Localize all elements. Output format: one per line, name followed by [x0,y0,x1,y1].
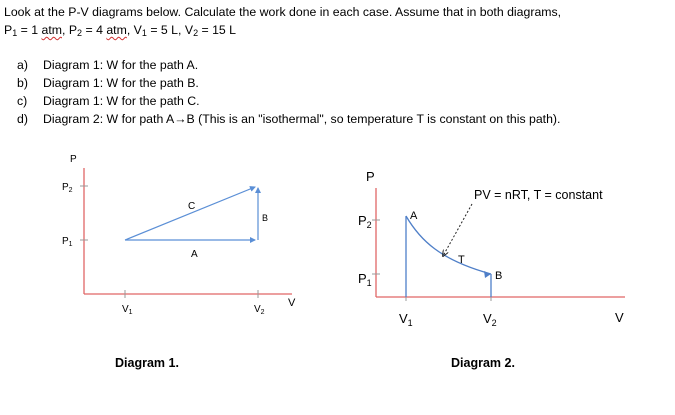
d2-isotherm-curve [406,216,491,274]
diagram-1 [62,154,296,316]
question-marker: a) [17,58,28,72]
intro-text: Look at the P-V diagrams below. Calculate the work done in each case. Assume that in both diagrams, [4,5,562,19]
p1-symbol: P [4,23,13,37]
d2-label-t: T [458,254,465,266]
p2-value: = 4 [82,23,107,37]
v2-symbol: , V [178,23,194,37]
d2-equation: PV = nRT, T = constant [474,188,603,202]
p1-subscript: 1 [12,28,18,38]
d1-v1-label: $V_1$ [122,304,133,316]
v2-subscript: 2 [193,28,199,38]
d2-axis-v-label: V [615,310,624,325]
d2-v2-label: $V_2$ [483,311,497,328]
question-marker: c) [17,94,28,108]
d1-p1-label: $P_1$ [62,236,73,248]
question-text: Diagram 1: W for the path A. [43,58,199,72]
d2-v1-label: $V_1$ [399,311,413,328]
d1-label-c: C [188,201,196,212]
d1-axis-p-label: P [70,154,77,165]
p2-subscript: 2 [77,28,83,38]
d1-axis-v-label: V [288,297,296,309]
d2-annotation-arrow [443,204,472,256]
question-text: Diagram 1: W for the path C. [43,94,200,108]
question-text: Diagram 2: W for path A→B (This is an "isothermal", so temperature T is constant on this path). [43,112,561,126]
d2-label-b: B [495,270,503,282]
question-text: Diagram 1: W for the path B. [43,76,199,90]
d2-arrowhead-b [484,271,491,278]
d2-p1-label: $P_1$ [358,271,372,288]
v1-value: = 5 L [146,23,179,37]
p2-unit: atm [106,23,127,37]
d1-label-b: B [262,213,269,223]
p1-unit: atm [41,23,62,37]
diagram-2-caption: Diagram 2. [451,356,515,370]
v1-symbol: , V [126,23,142,37]
v2-value: = 15 L [198,23,237,37]
diagram-1-caption: Diagram 1. [115,356,179,370]
d2-p2-label: $P_2$ [358,213,372,230]
diagram-2 [358,169,625,328]
d2-axis-p-label: P [366,169,375,184]
d1-path-c [125,187,255,240]
question-marker: d) [17,112,28,126]
p2-symbol: , P [62,23,78,37]
d1-p2-label: $P_2$ [62,182,73,194]
d2-label-a: A [410,210,418,222]
question-marker: b) [17,76,28,90]
v1-subscript: 1 [141,28,147,38]
p1-value: = 1 [17,23,42,37]
d1-v2-label: $V_2$ [254,304,265,316]
d1-label-a: A [191,249,198,260]
